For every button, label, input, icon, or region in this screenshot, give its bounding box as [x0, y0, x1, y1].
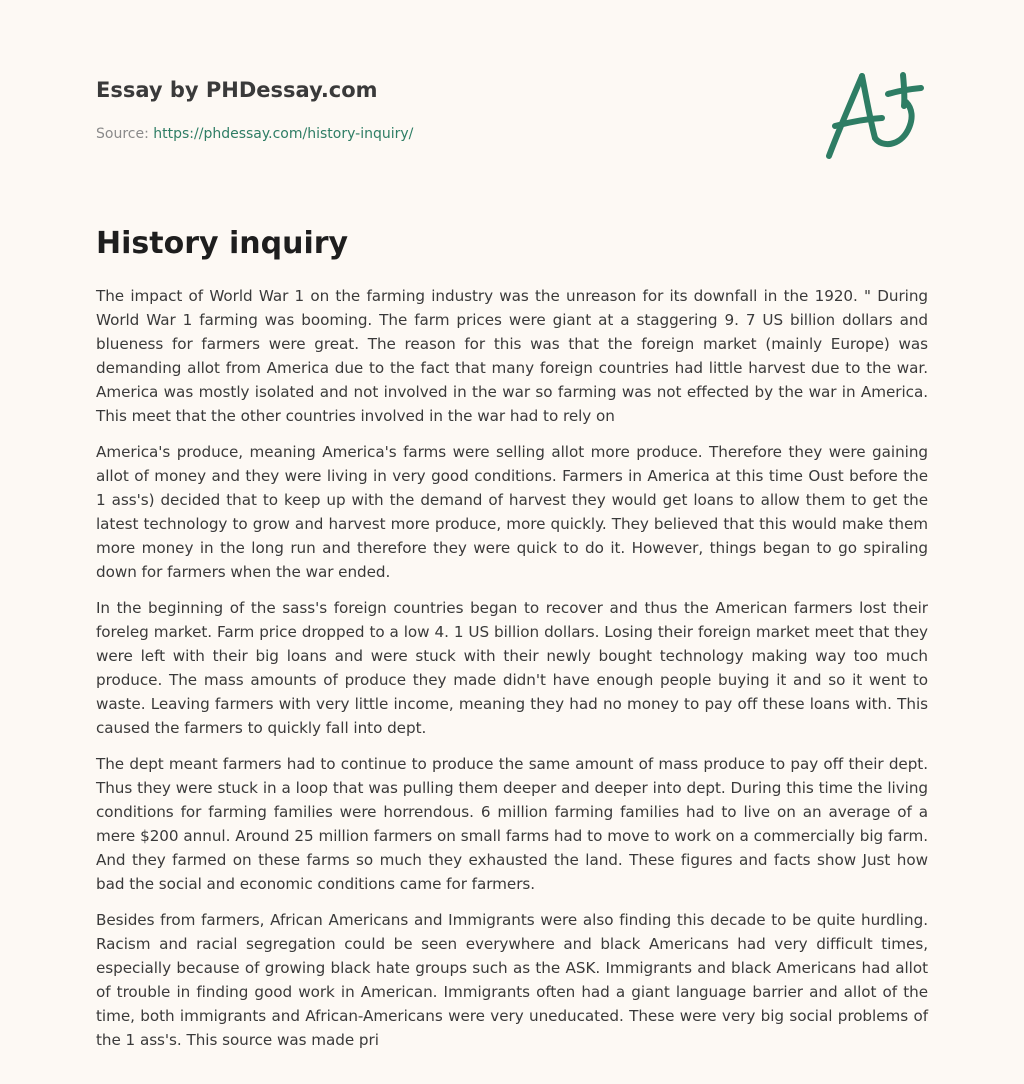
essay-header — [96, 76, 696, 144]
page-title: History inquiry — [96, 226, 349, 261]
essay-paragraph-1: The impact of World War 1 on the farming industry was the unreason for its downfall in the 1920. " During World War 1 farming was booming. The farm prices were giant at a staggering 9. 7 US billion dollars and blueness for farmers were great. The reason for this was that the foreign market (mainly Europe) was demanding allot from America due to the fact that many foreign countries had little harvest due to the war. America was mostly isolated and not involved in the war so farming was not effected by the war in America. This meet that the other countries involved in the war had to rely on — [96, 287, 928, 425]
essay-body — [96, 284, 928, 1064]
a-plus-grade-icon — [820, 64, 930, 164]
essay-paragraph-4: The dept meant farmers had to continue to produce the same amount of mass produce to pay off their dept. Thus they were stuck in a loop that was pulling them deeper and deeper into dept. During this time the living conditions for farming families were horrendous. 6 million farming families had to live on an average of a mere $200 annul. Around 25 million farmers on small farms had to move to work on a commercially big farm. And they farmed on these farms so much they exhausted the land. These figures and facts show Just how bad the social and economic conditions came for farmers. — [96, 755, 928, 893]
source-line — [96, 124, 696, 144]
source-link[interactable]: https://phdessay.com/history-inquiry/ — [153, 126, 414, 142]
essay-paragraph-3: In the beginning of the sass's foreign countries began to recover and thus the American farmers lost their foreleg market. Farm price dropped to a low 4. 1 US billion dollars. Losing their foreign market meet that they were left with their big loans and were stuck with their newly bought technology making way too much produce. The mass amounts of produce they made didn't have enough people buying it and so it went to waste. Leaving farmers with very little income, meaning they had no money to pay off these loans with. This caused the farmers to quickly fall into dept. — [96, 599, 928, 737]
brand-title: Essay by PHDessay.com — [96, 78, 378, 102]
essay-paragraph-2: America's produce, meaning America's farms were selling allot more produce. Therefore they were gaining allot of money and they were living in very good conditions. Farmers in America at this time Oust before the 1 ass's) decided that to keep up with the demand of harvest they would get loans to allow them to get the latest technology to grow and harvest more produce, more quickly. They believed that this would make them more money in the long run and therefore they were quick to do it. However, things began to go spiraling down for farmers when the war ended. — [96, 443, 928, 581]
source-label: Source: — [96, 126, 154, 142]
essay-paragraph-5: Besides from farmers, African Americans and Immigrants were also finding this decade to be quite hurdling. Racism and racial segregation could be seen everywhere and black Americans had very difficult times, especially because of growing black hate groups such as the ASK. Immigrants and black Americans had allot of trouble in finding good work in American. Immigrants often had a giant language barrier and allot of the time, both immigrants and African-Americans were very uneducated. These were very big social problems of the 1 ass's. This source was made pri — [96, 911, 928, 1049]
